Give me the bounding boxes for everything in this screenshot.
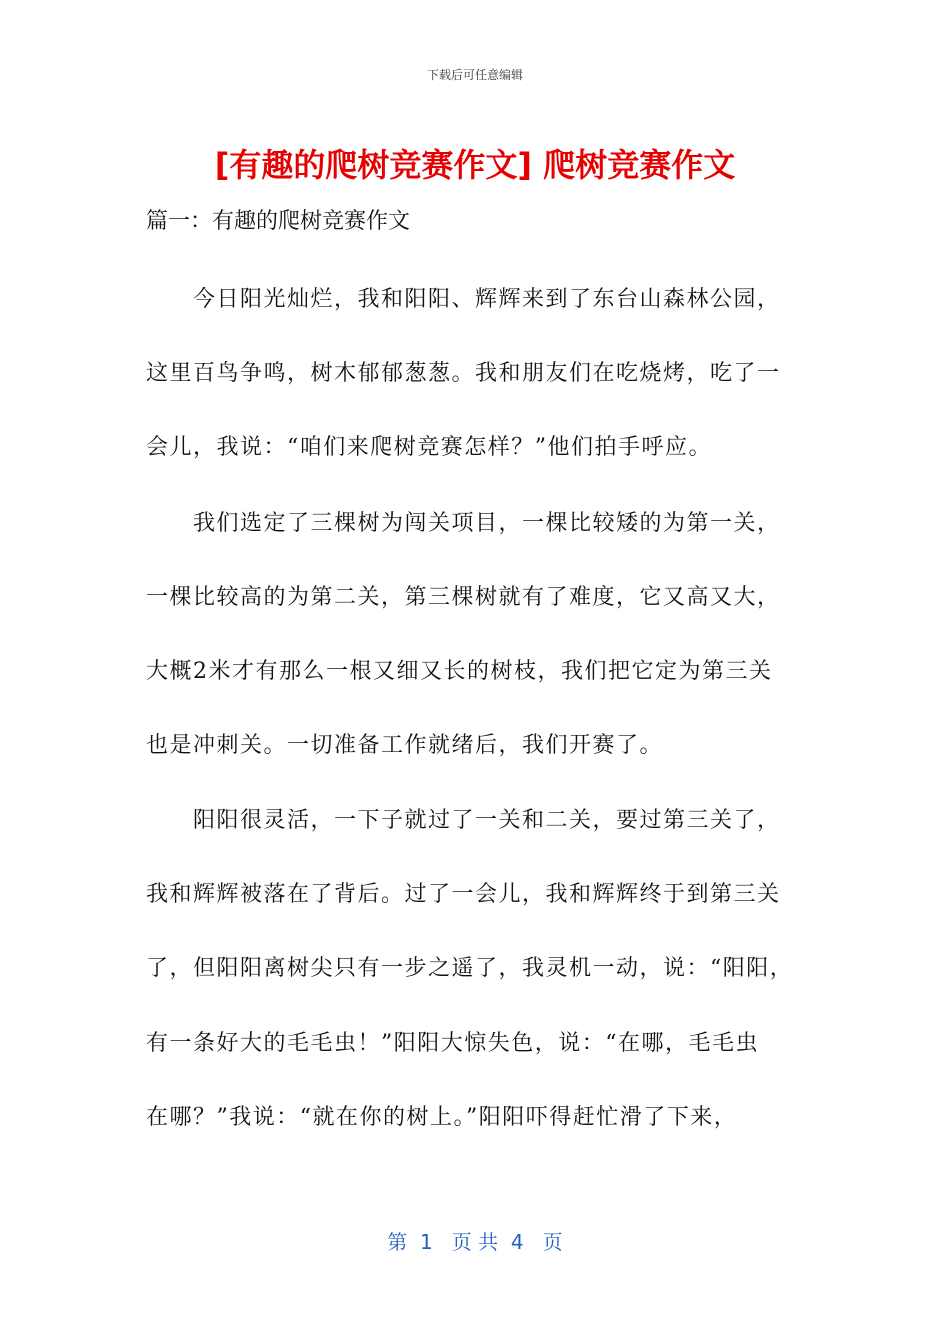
paragraph-line: 我们选定了三棵树为闯关项目，一棵比较矮的为第一关， [193, 511, 781, 536]
paragraph-line: 在哪？”我说：“就在你的树上。”阳阳吓得赶忙滑了下来， [146, 1105, 738, 1130]
header-note: 下载后可任意编辑 [426, 68, 523, 82]
paragraph-line: 大概2米才有那么一根又细又长的树枝，我们把它定为第三关 [146, 659, 773, 684]
paragraph-line: 这里百鸟争鸣，树木郁郁葱葱。我和朋友们在吃烧烤，吃了一 [146, 361, 781, 386]
paragraph-line: 阳阳很灵活，一下子就过了一关和二关，要过第三关了， [193, 808, 781, 833]
paragraph-line: 今日阳光灿烂，我和阳阳、辉辉来到了东台山森林公园， [193, 287, 781, 312]
paragraph-line: 我和辉辉被落在了背后。过了一会儿，我和辉辉终于到第三关 [146, 882, 781, 907]
paragraph-line: 会儿，我说：“咱们来爬树竞赛怎样？”他们拍手呼应。 [146, 435, 712, 460]
paragraph-line: 有一条好大的毛毛虫！”阳阳大惊失色，说：“在哪，毛毛虫 [146, 1031, 759, 1056]
paragraph-line: 也是冲刺关。一切准备工作就绪后，我们开赛了。 [146, 733, 664, 758]
paragraph-line: 一棵比较高的为第二关，第三棵树就有了难度，它又高又大， [146, 585, 781, 610]
page-footer: 第 1 页 共 4 页 [387, 1230, 563, 1254]
paragraph-line: 了，但阳阳离树尖只有一步之遥了，我灵机一动，说：“阳阳， [146, 956, 794, 981]
section-heading: 篇一：有趣的爬树竞赛作文 [146, 209, 411, 234]
document-title: [有趣的爬树竞赛作文] 爬树竞赛作文 [214, 146, 736, 184]
